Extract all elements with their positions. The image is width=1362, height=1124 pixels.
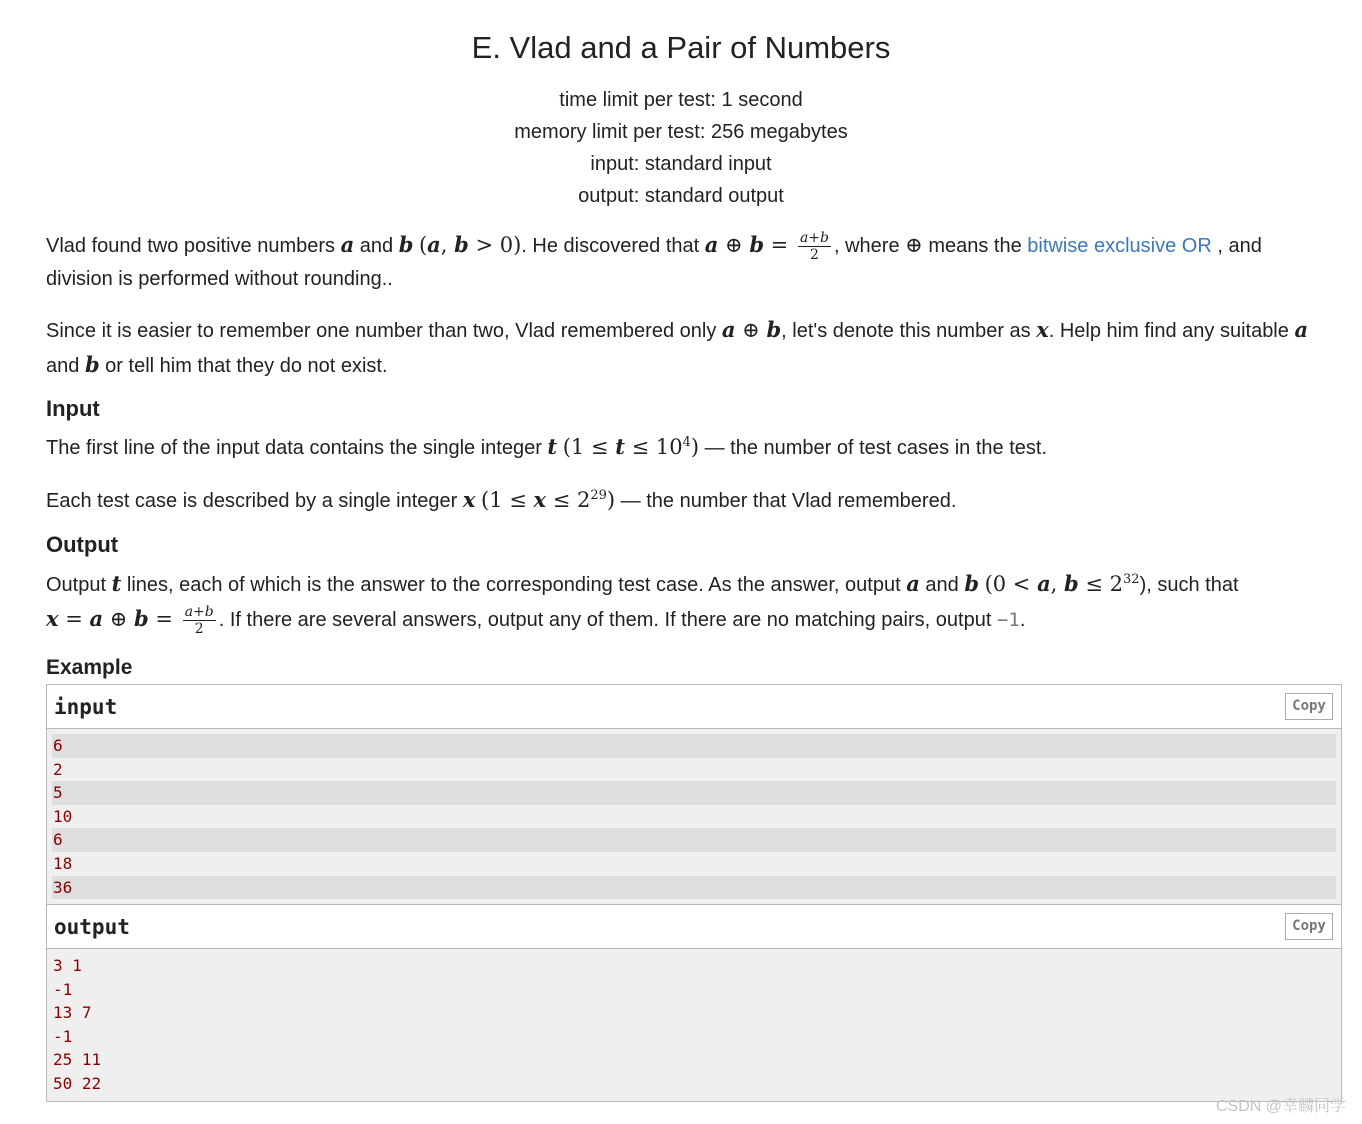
output-paragraph: Output t lines, each of which is the answer to the corresponding test case. As the answer, output a and b (0 < a, $b \le 2^{32}$), such that x = a ⊕ b = $\frac{a+b}{2}$ . If there are several answers, output any of them. If there are no matching pairs, output −1. xyxy=(46,571,1239,638)
output-line: 13 7 xyxy=(53,1003,92,1023)
input-paragraph-1: The first line of the input data contains the single integer t $(1 \le t \le 10^4)$ — the number of test cases in the test. xyxy=(46,434,1047,459)
csdn-watermark: CSDN @幸麟同学 xyxy=(1215,1098,1346,1115)
problem-limits xyxy=(46,84,1316,212)
input-heading: Input xyxy=(46,396,100,421)
bitwise-xor-link[interactable]: bitwise exclusive OR xyxy=(1027,235,1212,257)
output-spec: output: standard output xyxy=(578,185,784,207)
sample-input-header xyxy=(47,685,1341,729)
copy-output-button[interactable]: Copy xyxy=(1285,913,1333,940)
copy-input-button[interactable]: Copy xyxy=(1285,693,1333,720)
statement-paragraph-1: Vlad found two positive numbers a and b (a, b > 0). He discovered that a ⊕ b = $\frac{a+b}{2}$ , where ⊕ means the bitwise exclusive OR , and division is performed without rounding.. xyxy=(46,230,1262,291)
output-line: 50 22 xyxy=(53,1073,102,1093)
sample-input-box xyxy=(46,684,1342,905)
sample-output-header xyxy=(47,905,1341,949)
sample-output-content xyxy=(47,949,1341,1101)
output-line: 25 11 xyxy=(53,1050,102,1070)
input-line: 5 xyxy=(52,781,1336,805)
output-heading: Output xyxy=(46,532,119,557)
minus-one-value: −1 xyxy=(996,609,1020,631)
example-heading: Example xyxy=(46,656,133,679)
input-line: 36 xyxy=(52,876,1336,900)
input-spec: input: standard input xyxy=(590,153,772,175)
input-line: 2 xyxy=(53,759,63,779)
memory-limit: memory limit per test: 256 megabytes xyxy=(514,121,848,143)
statement-paragraph-2: Since it is easier to remember one number than two, Vlad remembered only a ⊕ b, let's denote this number as x. Help him find any suitable a and b or tell him that they do not exist. xyxy=(46,317,1309,377)
sample-output-box xyxy=(46,905,1342,1102)
sample-output-label: output xyxy=(54,915,130,939)
input-line: 10 xyxy=(53,806,73,826)
output-line: -1 xyxy=(53,1026,73,1046)
sample-input-label: input xyxy=(54,695,118,719)
output-line: -1 xyxy=(53,979,73,999)
input-line: 6 xyxy=(52,734,1336,758)
input-line: 18 xyxy=(53,853,73,873)
problem-title: E. Vlad and a Pair of Numbers xyxy=(471,30,891,65)
output-line: 3 1 xyxy=(53,956,82,975)
input-line: 6 xyxy=(52,828,1336,852)
problem-header xyxy=(46,26,1316,212)
time-limit: time limit per test: 1 second xyxy=(559,89,803,111)
sample-input-content xyxy=(47,729,1341,904)
input-paragraph-2: Each test case is described by a single integer x $(1 \le x \le 2^{29})$ — the number that Vlad remembered. xyxy=(46,487,957,512)
